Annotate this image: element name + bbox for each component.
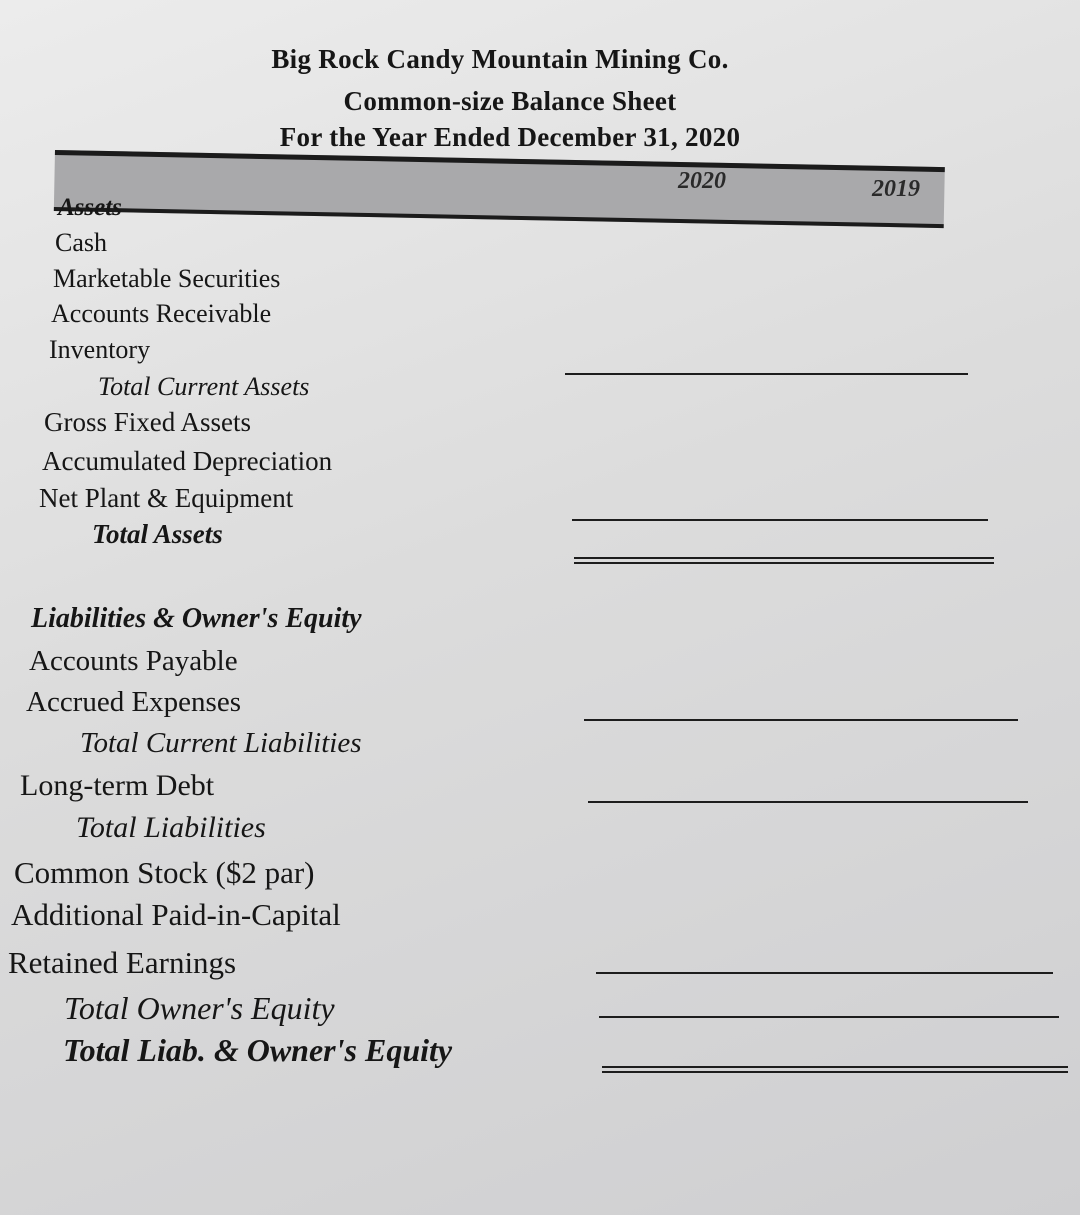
total-double-rule [602,1066,1068,1073]
row-accrued-expenses: Accrued Expenses [26,686,241,718]
subtotal-rule [572,519,988,521]
row-total-liabilities: Total Liabilities [76,811,266,844]
row-common-stock: Common Stock ($2 par) [14,855,315,890]
subtotal-rule [599,1016,1059,1018]
column-2019: 2019 [872,176,920,202]
row-marketable-securities: Marketable Securities [53,264,281,293]
row-total-current-assets: Total Current Assets [98,372,310,401]
row-accounts-receivable: Accounts Receivable [51,299,272,328]
row-accounts-payable: Accounts Payable [29,645,238,677]
row-gross-fixed-assets: Gross Fixed Assets [44,407,252,437]
row-net-plant-equipment: Net Plant & Equipment [39,483,294,513]
row-total-assets: Total Assets [92,519,223,549]
subtotal-rule [565,373,968,375]
row-total-current-liabilities: Total Current Liabilities [80,727,362,759]
row-long-term-debt: Long-term Debt [20,769,215,802]
row-cash: Cash [55,228,107,257]
subtotal-rule [596,972,1053,974]
subtotal-rule [584,719,1018,721]
row-additional-paid-in-capital: Additional Paid-in-Capital [11,897,341,932]
row-inventory: Inventory [49,335,151,364]
total-double-rule [574,557,994,564]
statement-title: Common-size Balance Sheet [343,86,677,116]
column-2020: 2020 [678,168,726,194]
row-total-liab-owners-equity: Total Liab. & Owner's Equity [63,1032,453,1068]
row-retained-earnings: Retained Earnings [8,945,237,980]
subtotal-rule [588,801,1028,803]
row-total-owners-equity: Total Owner's Equity [64,990,335,1026]
statement-period: For the Year Ended December 31, 2020 [279,122,741,152]
column-header-bar [54,150,945,228]
assets-heading: Assets [58,194,122,221]
liabilities-equity-heading: Liabilities & Owner's Equity [31,603,362,634]
row-accumulated-depreciation: Accumulated Depreciation [42,446,333,476]
company-name: Big Rock Candy Mountain Mining Co. [271,44,729,74]
